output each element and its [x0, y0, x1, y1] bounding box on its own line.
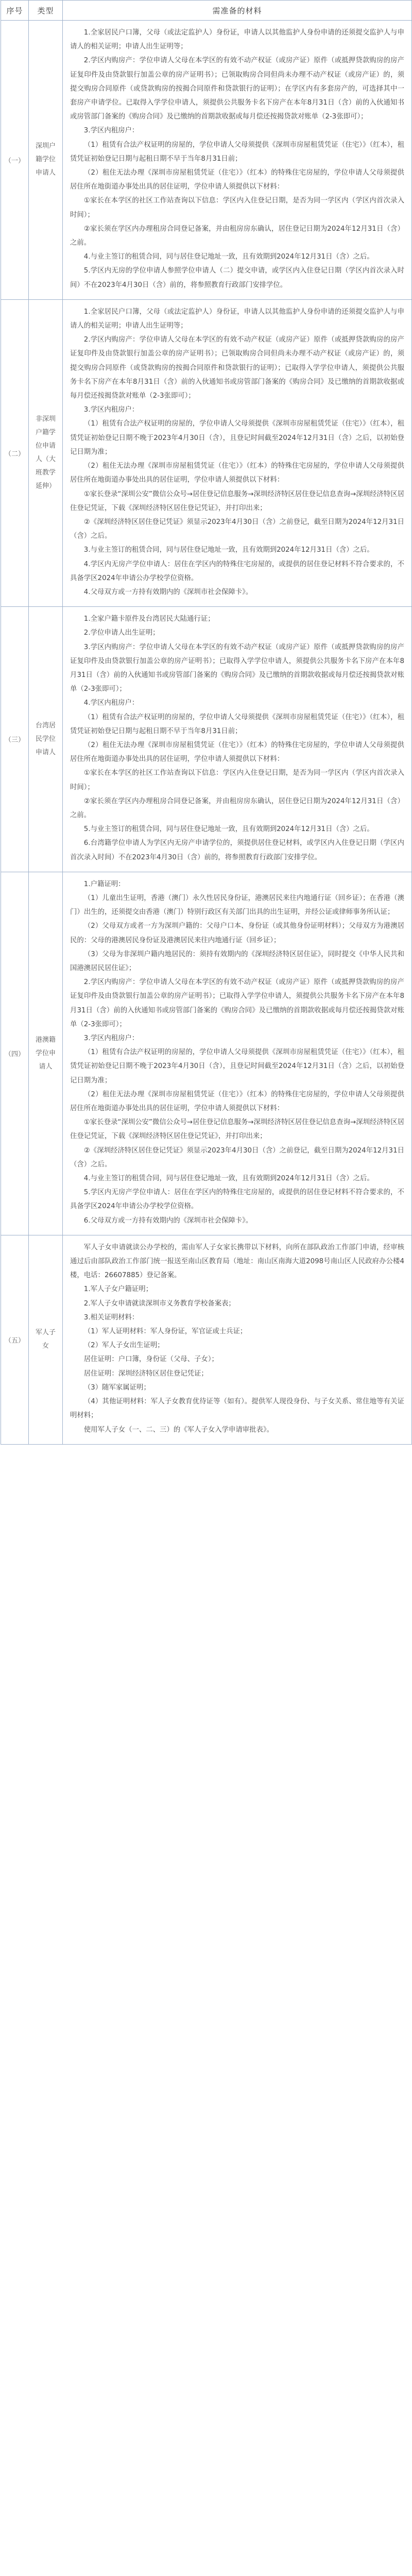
material-paragraph: 4.与业主签订的租赁合同，同与居住登记地址一致，且有效期到2024年12月31日（含）之后。	[83, 253, 374, 261]
header-seq: 序号	[1, 1, 29, 21]
material-paragraph: （3）父母为非深圳户籍内地居民的：须持有效期内的《深圳经济特区居住证》，同时提交《中华人民共和国港澳居民居住证》；	[70, 950, 404, 972]
table-row	[1, 607, 412, 872]
material-paragraph: 3.学区内租房户：	[83, 127, 139, 135]
row-type	[29, 299, 63, 606]
row-materials	[63, 21, 412, 300]
row-type	[29, 21, 63, 300]
material-paragraph: 居住证明：户口簿，身份证（父母、子女）；	[83, 1355, 218, 1364]
material-paragraph: 军人子女申请就读公办学校的，需由军人子女家长携带以下材料，向所在部队政治工作部门申请，经审核通过后由部队政治工作部门统一报送至南山区教育局（地址：南山区南海大道2098号南山区人民政府办公楼4楼，电话：26607885）登记备案。	[70, 1243, 404, 1280]
row-type-label: 非深圳户籍学位申请人（大班教学延伸）	[35, 415, 56, 490]
material-paragraph: 1.全家户籍卡原件及台湾居民大陆通行证；	[83, 615, 215, 623]
row-type	[29, 1235, 63, 1444]
row-type-label: 港澳籍学位申请人	[35, 1036, 56, 1071]
material-paragraph: 居住证明：深圳经济特区居住登记凭证；	[83, 1369, 208, 1378]
material-paragraph: 5.学区内无房产学位申请人：居住在学区内的特殊住宅房屋的，或提供的居住登记材料不符合要求的，不具备学区2024年申请公办学校学位资格。	[70, 1189, 404, 1211]
material-paragraph: 4.学区内无房产学位申请人：居住在学区内的特殊住宅房屋的，或提供的居住登记材料不符合要求的，不具备学区2024年申请公办学校学位资格。	[70, 560, 404, 582]
material-paragraph: ①家长在本学区的社区工作站查询以下信息：学区内入住登记日期，是否为同一学区内（学区内首次录入时间）；	[70, 769, 404, 791]
material-paragraph: （2）租住无法办理《深圳市房屋租赁凭证（住宅）》（红本）的特殊住宅房屋的，学位申请人父母须提供居住所在地街道办事处出具的居住证明，学位申请人须提供以下材料：	[70, 462, 404, 484]
table-body	[1, 21, 412, 1445]
material-paragraph: 4.父母双方或一方持有效期内的《深圳市社会保障卡》。	[83, 588, 253, 596]
material-paragraph: 4.学区内租房户：	[83, 699, 139, 707]
material-paragraph: 2.学区内购房产：学位申请人父母在本学区的有效不动产权证（或房产证）原件（或抵押贷款购房的房产证复印件及由贷款银行加盖公章的房产证明书）；已领取购房合同但尚未办理不动产权证（或房产证）的，须提交购房合同原件（或贷款购房的按揭合同原件和贷款银行的证明）；已取得入学学位申请人，须提供公共服务卡名下房产在本年8月31日（含）前的入伙通知书或房管部门备案的《购房合同》及已缴纳的首期款收据或每月偿还按揭贷款对账单（2-3张即可）；	[70, 336, 404, 400]
material-paragraph: （1）租赁有合法产权证明的房屋的，学位申请人父母须提供《深圳市房屋租赁凭证（住宅）》（红本），租赁凭证初始登记日期不晚于2023年4月30日（含），且登记时间截至2024年12月31日（含）之后，以初始登记日期为准；	[70, 1048, 404, 1084]
material-paragraph: （3）随军家属证明；	[83, 1383, 150, 1392]
header-type: 类型	[29, 1, 63, 21]
material-paragraph: 1.军人子女户籍证明；	[83, 1285, 153, 1294]
material-paragraph: 5.与业主签订的租赁合同，同与居住登记地址一致，且有效期到2024年12月31日（含）之后。	[83, 825, 374, 834]
row-seq: （四）	[1, 872, 29, 1235]
material-paragraph: （1）租赁有合法产权证明的房屋的，学位申请人父母须提供《深圳市房屋租赁凭证（住宅）》（红本），租赁凭证初始登记日期不晚于2023年4月30日（含），且登记时间截至2024年12月31日（含）之后，以初始登记日期为准；	[70, 420, 404, 456]
material-paragraph: ②家长须在学区内办理租房合同登记备案，并由租房房东确认，居住登记日期为2024年12月31日（含）之前。	[70, 797, 404, 819]
row-materials	[63, 872, 412, 1235]
material-paragraph: （4）其他证明材料：军人子女教育优待证等（如有）。提供军人现役身份、与子女关系、常住地等有关证明材料；	[70, 1398, 404, 1420]
header-materials: 需准备的材料	[63, 1, 412, 21]
materials-table	[1, 0, 412, 1445]
material-paragraph: 1.户籍证明：	[83, 880, 125, 888]
material-paragraph: ②家长须在学区内办理租房合同登记备案，并由租房房东确认，居住登记日期为2024年12月31日（含）之前。	[70, 225, 404, 247]
material-paragraph: 3.学区内租房户：	[83, 406, 139, 414]
material-paragraph: 6.台湾籍学位申请人为学区内无房产申请学位的，须提供居住登记材料，或学区内入住登记日期（学区内首次录入时间）不在2023年4月30日（含）前的，将参照教育行政部门安排学位。	[70, 839, 404, 861]
material-paragraph: （2）租住无法办理《深圳市房屋租赁凭证（住宅）》（红本）的特殊住宅房屋的，学位申请人父母须提供居住所在地街道办事处出具的居住证明，学位申请人须提供以下材料：	[70, 1090, 404, 1113]
material-paragraph: 1.全家居民户口簿，父母（或法定监护人）身份证，申请人以其他监护人身份申请的还须提交监护人与申请人的相关证明；申请人出生证明等；	[70, 29, 404, 51]
row-seq: （三）	[1, 607, 29, 872]
material-paragraph: （2）父母双方或者一方为深圳户籍的：父母户口本、身份证（或其他身份证明材料）；父母双方为港澳居民的：父母的港澳居民身份证及港澳居民来往内地通行证（回乡证）；	[70, 922, 404, 944]
material-paragraph: 3.学区内租房户：	[83, 1035, 139, 1043]
row-type	[29, 607, 63, 872]
table-row	[1, 299, 412, 606]
material-paragraph: （1）租赁有合法产权证明的房屋的，学位申请人父母须提供《深圳市房屋租赁凭证（住宅）》（红本），租赁凭证初始登记日期与起租日期不早于当年8月31日前；	[70, 141, 404, 163]
row-materials	[63, 607, 412, 872]
material-paragraph: 1.全家居民户口簿，父母（或法定监护人）身份证，申请人以其他监护人身份申请的还须提交监护人与申请人的相关证明；申请人出生证明等；	[70, 308, 404, 330]
material-paragraph: 3.与业主签订的租赁合同，同与居住登记地址一致，且有效期到2024年12月31日（含）之后。	[83, 546, 374, 554]
material-paragraph: 3.学区内购房产：学位申请人父母在本学区的有效不动产权证（或房产证）原件（或抵押贷款购房的房产证复印件及由贷款银行加盖公章的房产证明书）；已取得入学学位申请人，须提供公共服务卡名下房产在本年8月31日（含）前的入伙通知书或房管部门备案的《购房合同》及已缴纳的首期款收据或每月偿还按揭贷款对账单（2-3张即可）；	[70, 643, 404, 693]
material-paragraph: 2.学区内购房产：学位申请人父母在本学区的有效不动产权证（或房产证）原件（或抵押贷款购房的房产证复印件及由贷款银行加盖公章的房产证明书）；已取得入学学位申请人，须提供公共服务卡名下房产在本年8月31日（含）前的入伙通知书或房管部门备案的《购房合同》及已缴纳的首期款收据或每月偿还按揭贷款对账单（2-3张即可）；	[70, 978, 404, 1028]
material-paragraph: 使用军人子女（一、二、三）的《军人子女入学申请审批表》。	[83, 1426, 274, 1434]
row-seq: （二）	[1, 299, 29, 606]
material-paragraph: （1）儿童出生证明，香港（澳门）永久性居民身份证，港澳居民来往内地通行证（回乡证）；在香港（澳门）出生的，还须提交由香港（澳门）特别行政区有关部门出具的出生证明，并经公证或律师事务所认证；	[70, 894, 404, 917]
material-paragraph: （1）军人证明材料：军人身份证，军官证或士兵证；	[83, 1328, 247, 1336]
material-paragraph: 6.父母双方或一方持有效期内的《深圳市社会保障卡》。	[83, 1216, 253, 1225]
row-type-label: 深圳户籍学位申请人	[35, 142, 56, 177]
material-paragraph: （2）租住无法办理《深圳市房屋租赁凭证（住宅）》（红本）的特殊住宅房屋的，学位申请人父母须提供居住所在地街道办事处出具的居住证明，学位申请人须提供以下材料：	[70, 169, 404, 191]
material-paragraph: 2.军人子女申请就读深圳市义务教育学校备案表；	[83, 1299, 235, 1308]
row-materials	[63, 299, 412, 606]
table-header-row	[1, 1, 412, 21]
material-paragraph: 3.相关证明材料：	[83, 1313, 139, 1321]
material-paragraph: ①家长登录“深圳公安”微信公众号→居住登记信息服务→深圳经济特区居住登记信息查询→深圳经济特区居住登记凭证，下载《深圳经济特区居住登记凭证》，并打印出来；	[70, 490, 404, 512]
material-paragraph: 5.学区内无房的学位申请人参照学位申请人（二）提交申请，或学区内入住登记日期（学区内首次录入时间）不在2023年4月30日（含）前的，将参照教育行政部门安排学位。	[70, 267, 404, 289]
material-paragraph: （2）军人子女出生证明；	[83, 1342, 164, 1350]
row-type-label: 军人子女	[35, 1329, 56, 1350]
row-type-label: 台湾居民学位申请人	[35, 721, 56, 756]
material-paragraph: （2）租住无法办理《深圳市房屋租赁凭证（住宅）》（红本）的特殊住宅房屋的，学位申请人父母须提供居住所在地街道办事处出具的居住证明，学位申请人须提供以下材料：	[70, 741, 404, 764]
material-paragraph: ①家长登录“深圳公安”微信公众号→居住登记信息服务→深圳经济特区居住登记信息查询→深圳经济特区居住登记凭证，下载《深圳经济特区居住登记凭证》，并打印出来；	[70, 1118, 404, 1141]
material-paragraph: 2.学区内购房产：学位申请人父母在本学区的有效不动产权证（或房产证）原件（或抵押贷款购房的房产证复印件及由贷款银行加盖公章的房产证明书）；已领取购房合同但尚未办理不动产权证（或房产证）的，须提交购房合同原件（或贷款购房的按揭合同原件和贷款银行的证明）；在学区内有多套房产的，可选择其中一套房产申请学位。已取得入学学位申请人，须提供公共服务卡名下房产在本年8月31日（含）前的入伙通知书或房管部门备案的《购房合同》及已缴纳的首期款收据或每月偿还按揭贷款对账单（2-3张即可）；	[70, 57, 404, 121]
table-row	[1, 872, 412, 1235]
row-materials	[63, 1235, 412, 1444]
row-seq: （一）	[1, 21, 29, 300]
material-paragraph: ②《深圳经济特区居住登记凭证》须显示2023年4月30日（含）之前登记，截至日期为2024年12月31日（含）之后。	[70, 1146, 404, 1168]
row-seq: （五）	[1, 1235, 29, 1444]
table-row	[1, 1235, 412, 1444]
material-paragraph: ①家长在本学区的社区工作站查询以下信息：学区内入住登记日期，是否为同一学区内（学区内首次录入时间）；	[70, 197, 404, 219]
table-row	[1, 21, 412, 300]
material-paragraph: 2.学位申请人出生证明；	[83, 629, 160, 637]
row-type	[29, 872, 63, 1235]
material-paragraph: 4.与业主签订的租赁合同，同与居住登记地址一致，且有效期到2024年12月31日（含）之后。	[83, 1175, 374, 1183]
material-paragraph: （1）租赁有合法产权证明的房屋的，学位申请人父母须提供《深圳市房屋租赁凭证（住宅）》（红本），租赁凭证初始登记日期与起租日期不早于当年8月31日前；	[70, 713, 404, 735]
material-paragraph: ②《深圳经济特区居住登记凭证》须显示2023年4月30日（含）之前登记，截至日期为2024年12月31日（含）之后。	[70, 518, 404, 540]
